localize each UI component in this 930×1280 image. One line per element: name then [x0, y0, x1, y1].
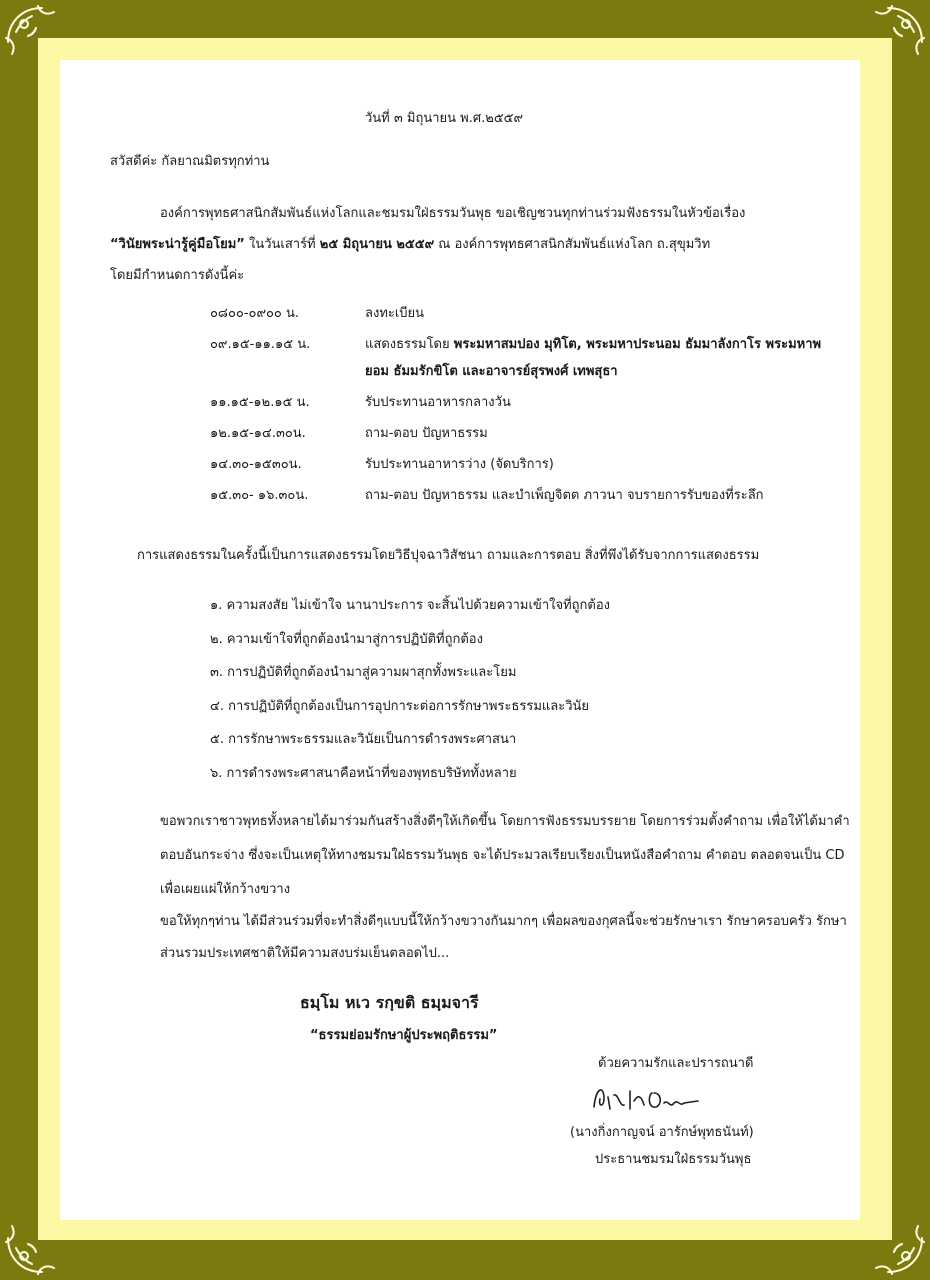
corner-ornament-icon — [2, 1216, 64, 1278]
intro-venue: ณ องค์การพุทธศาสนิกสัมพันธ์แห่งโลก ถ.สุขุมวิท — [434, 237, 711, 252]
intro-line-3: โดยมีกำหนดการดังนี้ค่ะ — [110, 268, 245, 283]
greeting: สวัสดีค่ะ กัลยาณมิตรทุกท่าน — [110, 154, 270, 169]
schedule-row — [210, 487, 830, 509]
intro-line-2 — [110, 236, 710, 254]
schedule-row — [210, 336, 830, 385]
schedule-row — [210, 305, 830, 327]
speakers: พระมหาสมปอง มุทิโต, พระมหาประนอม ธัมมาลังกาโร พระมหาพยอม ธัมมรักขิโต และอาจารย์สุรพงศ์ เทพสุธา — [365, 337, 822, 379]
paragraph-invitation: ขอพวกเราชาวพุทธทั้งหลายได้มาร่วมกันสร้างสิ่งดีๆให้เกิดขึ้น โดยการฟังธรรมบรรยาย โดยการร่วมตั้งคำถาม เพื่อให้ได้มาคำตอบอันกระจ่าง ซึ่งจะเป็นเหตุให้ทางชมรมใฝ่ธรรมวันพุธ จะได้ประมวลเรียบเรียงเป็นหนังสือคำถาม คำตอบ ตลอดจนเป็น CD เพื่อเผยแผ่ให้กว้างขวาง — [160, 814, 850, 897]
motto-translation: “ธรรมย่อมรักษาผู้ประพฤติธรรม” — [310, 1028, 498, 1043]
corner-ornament-icon — [2, 2, 64, 64]
list-item: ๖. การดำรงพระศาสนาคือหน้าที่ของพุทธบริษัททั้งหลาย — [210, 765, 517, 781]
schedule-time: ๐๙.๑๕-๑๑.๑๕ น. — [210, 337, 311, 352]
schedule-desc: ลงทะเบียน — [365, 306, 425, 321]
paragraph-blessing: ขอให้ทุกๆท่าน ได้มีส่วนร่วมที่จะทำสิ่งดีๆแบบนี้ให้กว้างขวางกันมากๆ เพื่อผลของกุศลนี้จะช่วยรักษาเรา รักษาครอบครัว รักษาส่วนรวมประเทศชาติให้มีความสงบร่มเย็นตลอดไป... — [160, 914, 847, 961]
signer-name: (นางกิ่งกาญจน์ อารักษ์พุทธนันท์) — [570, 1125, 754, 1140]
list-item: ๒. ความเข้าใจที่ถูกต้องนำมาสู่การปฏิบัติที่ถูกต้อง — [210, 631, 483, 647]
closing: ด้วยความรักและปรารถนาดี — [598, 1056, 754, 1071]
schedule-desc — [365, 331, 830, 385]
schedule-row — [210, 394, 830, 416]
letter-date: วันที่ ๓ มิถุนายน พ.ศ.๒๕๕๙ — [365, 111, 524, 126]
schedule-time: ๑๒.๑๕-๑๔.๓๐น. — [210, 426, 306, 441]
schedule-row — [210, 425, 830, 447]
pali-motto: ธมฺโม หเว รกฺขติ ธมฺมจารี — [300, 993, 479, 1012]
benefits-intro: การแสดงธรรมในครั้งนี้เป็นการแสดงธรรมโดยวิธีปุจฉาวิสัชนา ถามและการตอบ สิ่งที่พึงได้รับจากการแสดงธรรม — [137, 548, 760, 563]
schedule-desc: รับประทานอาหารว่าง (จัดบริการ) — [365, 457, 554, 472]
list-item: ๔. การปฏิบัติที่ถูกต้องเป็นการอุปการะต่อการรักษาพระธรรมและวินัย — [210, 698, 590, 714]
schedule-desc: ถาม-ตอบ ปัญหาธรรม — [365, 426, 488, 441]
schedule-desc: รับประทานอาหารกลางวัน — [365, 395, 511, 410]
event-date: ๒๕ มิถุนายน ๒๕๕๙ — [319, 237, 435, 252]
schedule-time: ๑๕.๓๐- ๑๖.๓๐น. — [210, 488, 309, 503]
schedule-time: ๑๔.๓๐-๑๕๓๐น. — [210, 457, 302, 472]
list-item: ๑. ความสงสัย ไม่เข้าใจ นานาประการ จะสิ้นไปด้วยความเข้าใจที่ถูกต้อง — [210, 598, 610, 613]
schedule-desc: ถาม-ตอบ ปัญหาธรรม และบำเพ็ญจิตต ภาวนา จบรายการรับของที่ระลึก — [365, 488, 764, 503]
corner-ornament-icon — [866, 2, 928, 64]
list-item: ๕. การรักษาพระธรรมและวินัยเป็นการดำรงพระศาสนา — [210, 732, 517, 747]
schedule-row — [210, 456, 830, 478]
intro-day: ในวันเสาร์ที่ — [244, 237, 320, 252]
schedule — [210, 305, 830, 518]
benefits-list — [210, 597, 610, 798]
signature — [590, 1077, 710, 1117]
signer-position: ประธานชมรมใฝ่ธรรมวันพุธ — [595, 1152, 752, 1167]
schedule-time: ๐๘๐๐-๐๙๐๐ น. — [210, 306, 300, 321]
schedule-desc-prefix: แสดงธรรมโดย — [365, 337, 450, 352]
list-item: ๓. การปฏิบัติที่ถูกต้องนำมาสู่ความผาสุกทั้งพระและโยม — [210, 665, 517, 680]
intro-line-1: องค์การพุทธศาสนิกสัมพันธ์แห่งโลกและชมรมใฝ่ธรรมวันพุธ ขอเชิญชวนทุกท่านร่วมฟังธรรมในหัวข้อเรื่อง — [160, 206, 746, 221]
talk-topic: “วินัยพระน่ารู้คู่มือโยม” — [110, 237, 245, 252]
schedule-time: ๑๑.๑๕-๑๒.๑๕ น. — [210, 395, 310, 410]
corner-ornament-icon — [866, 1216, 928, 1278]
